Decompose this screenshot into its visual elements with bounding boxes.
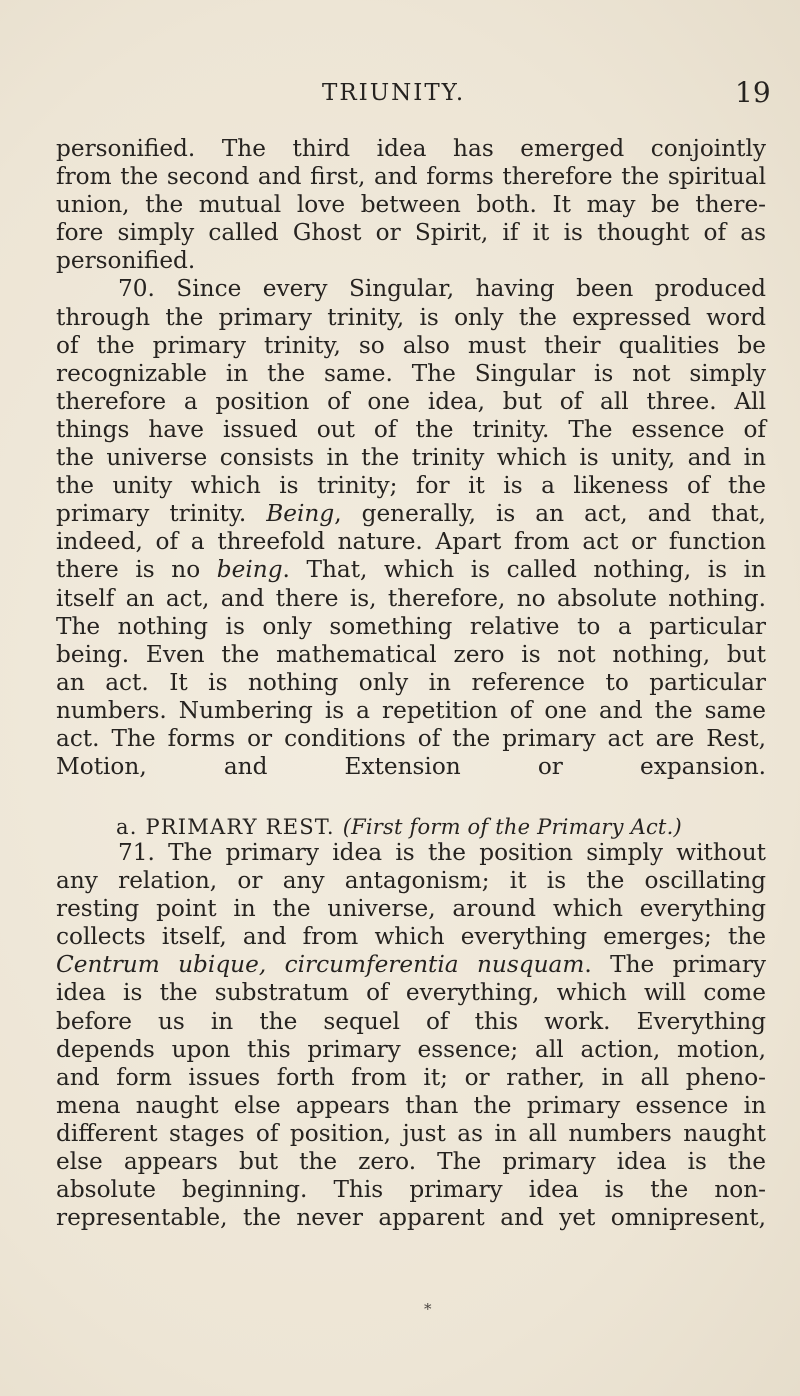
text-line: through the primary trinity, is only the expressed word — [56, 303, 766, 331]
text-line: therefore a position of one idea, but of all three. All — [56, 387, 766, 415]
section-heading-label: a. PRIMARY REST. — [116, 815, 335, 839]
text-line: there is no being. That, which is called nothing, is in — [56, 556, 766, 584]
paragraph-69-continuation — [56, 135, 766, 809]
text-line: indeed, of a threefold nature. Apart from act or function — [56, 528, 766, 556]
text-line: else appears but the zero. The primary idea is the — [56, 1148, 766, 1176]
text-line: things have issued out of the trinity. The essence of — [56, 415, 766, 443]
text-line: the unity which is trinity; for it is a likeness of the — [56, 472, 766, 500]
text-line — [56, 781, 766, 809]
text-line: being. Even the mathematical zero is not nothing, but — [56, 640, 766, 668]
text-line: of the primary trinity, so also must their qualities be — [56, 331, 766, 359]
text-line: and form issues forth from it; or rather, in all pheno- — [56, 1063, 766, 1091]
text-line: resting point in the universe, around which everything — [56, 895, 766, 923]
text-line — [56, 1232, 766, 1260]
text-line: recognizable in the same. The Singular is not simply — [56, 359, 766, 387]
text-line: depends upon this primary essence; all action, motion, — [56, 1035, 766, 1063]
text-line: Motion, and Extension or expansion. — [56, 753, 766, 781]
section-heading — [116, 815, 682, 839]
running-title: TRIUNITY. — [322, 80, 466, 106]
text-line: personified. — [56, 247, 196, 275]
text-line: from the second and first, and forms therefore the spiritual — [56, 163, 766, 191]
text-line: The nothing is only something relative to a particular — [56, 612, 766, 640]
text-line: the universe consists in the trinity which is unity, and in — [56, 444, 766, 472]
text-line: mena naught else appears than the primary essence in — [56, 1091, 766, 1119]
text-line: before us in the sequel of this work. Everything — [56, 1007, 766, 1035]
text-line: itself an act, and there is, therefore, no absolute nothing. — [56, 584, 766, 612]
text-line: personified. The third idea has emerged conjointly — [56, 135, 766, 162]
text-line — [56, 1260, 766, 1288]
text-line: absolute beginning. This primary idea is the non- — [56, 1176, 766, 1204]
page-header — [0, 76, 800, 120]
page-number: 19 — [735, 76, 771, 109]
text-line: fore simply called Ghost or Spirit, if it is thought of as — [56, 219, 766, 247]
text-line: primary trinity. Being, generally, is an act, and that, — [56, 500, 766, 528]
text-line: collects itself, and from which everything emerges; the — [56, 923, 766, 951]
text-line: idea is the substratum of everything, which will come — [56, 979, 766, 1007]
text-line: different stages of position, just as in all numbers naught — [56, 1119, 766, 1147]
text-line: an act. It is nothing only in reference to particular — [56, 668, 766, 696]
text-line: union, the mutual love between both. It may be there- — [56, 191, 766, 219]
text-line: 71. The primary idea is the position simply without — [118, 839, 766, 866]
text-line: representable, the never apparent and yet omnipresent, — [56, 1204, 766, 1232]
text-line: act. The forms or conditions of the primary act are Rest, — [56, 724, 766, 752]
text-line: any relation, or any antagonism; it is the oscillating — [56, 867, 766, 895]
asterisk-ornament: * — [424, 1300, 432, 1318]
text-line: 70. Since every Singular, having been produced — [118, 275, 766, 303]
text-line: Centrum ubique, circumferentia nusquam. The primary — [56, 951, 767, 979]
text-line: numbers. Numbering is a repetition of one and the same — [56, 696, 766, 724]
section-heading-subtitle: (First form of the Primary Act.) — [342, 815, 682, 839]
paragraph-71 — [56, 839, 766, 1289]
